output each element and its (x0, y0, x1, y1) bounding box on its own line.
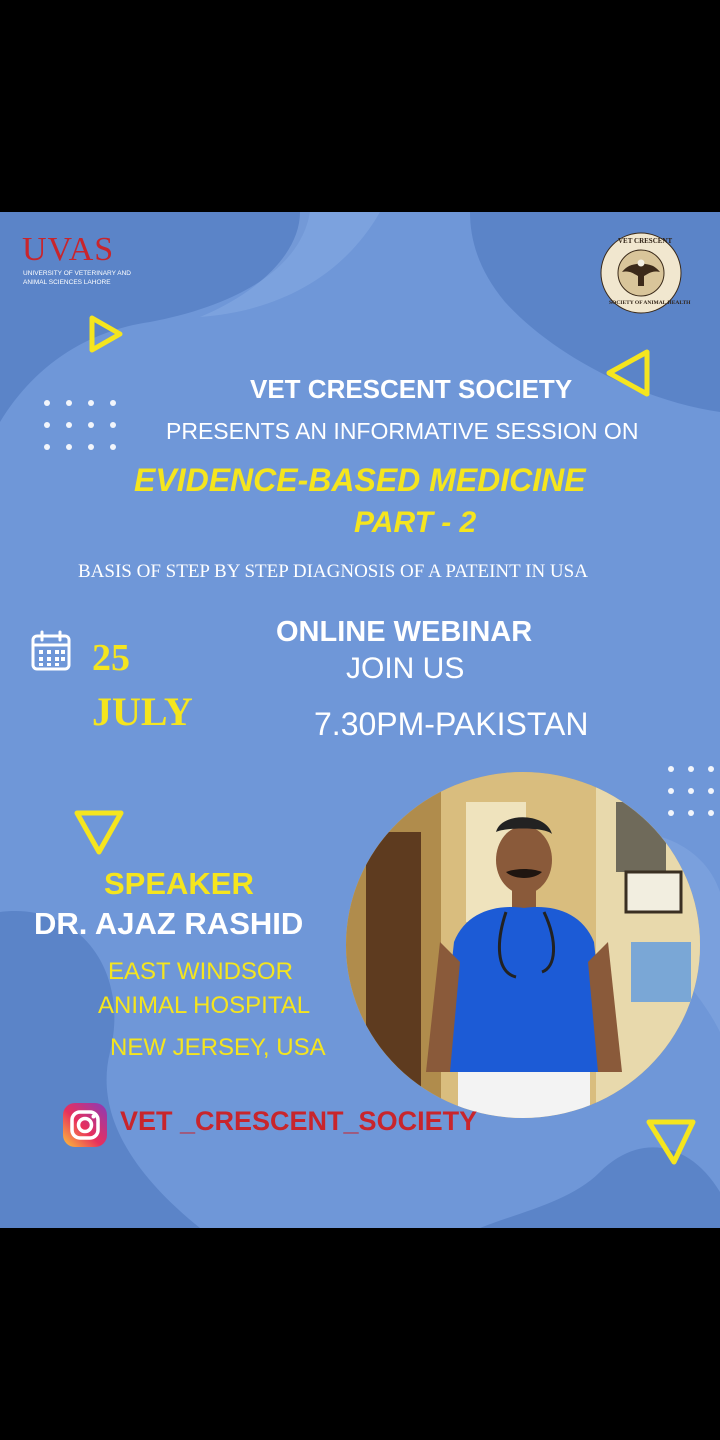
topic-title: EVIDENCE-BASED MEDICINE (134, 462, 586, 498)
uvas-logo-subtitle-2: ANIMAL SCIENCES LAHORE (23, 279, 111, 286)
speaker-label: SPEAKER (104, 866, 254, 901)
vet-crescent-seal (600, 232, 691, 314)
speaker-location: NEW JERSEY, USA (110, 1034, 326, 1061)
seal-bottom-text: SOCIETY OF ANIMAL HEALTH (609, 300, 691, 306)
uvas-logo-text: UVAS (22, 231, 115, 268)
event-type: ONLINE WEBINAR (276, 616, 533, 648)
webinar-poster (0, 212, 720, 1228)
triangle-icon (88, 314, 124, 354)
speaker-affiliation-2: ANIMAL HOSPITAL (98, 992, 311, 1019)
event-month: JULY (92, 689, 193, 734)
event-cta: JOIN US (346, 652, 465, 685)
triangle-icon (603, 346, 653, 400)
topic-part: PART - 2 (354, 506, 477, 539)
presents-line: PRESENTS AN INFORMATIVE SESSION ON (166, 418, 639, 444)
uvas-logo (22, 232, 142, 292)
event-day: 25 (92, 637, 130, 679)
calendar-icon (30, 630, 72, 672)
dot-grid (44, 400, 124, 460)
speaker-affiliation-1: EAST WINDSOR (108, 958, 293, 985)
instagram-handle[interactable]: VET _CRESCENT_SOCIETY (120, 1106, 478, 1136)
instagram-icon[interactable] (62, 1102, 108, 1148)
speaker-photo (346, 772, 700, 1118)
dot-grid (668, 766, 720, 826)
society-name: VET CRESCENT SOCIETY (250, 374, 573, 404)
topic-subtitle: BASIS OF STEP BY STEP DIAGNOSIS OF A PATEINT IN USA (78, 561, 588, 582)
seal-top-text: VET CRESCENT (618, 237, 673, 245)
event-time: 7.30PM-PAKISTAN (314, 706, 589, 742)
speaker-name: DR. AJAZ RASHID (34, 906, 304, 941)
triangle-icon (644, 1116, 698, 1168)
triangle-icon (72, 808, 126, 858)
uvas-logo-subtitle-1: UNIVERSITY OF VETERINARY AND (23, 270, 131, 277)
